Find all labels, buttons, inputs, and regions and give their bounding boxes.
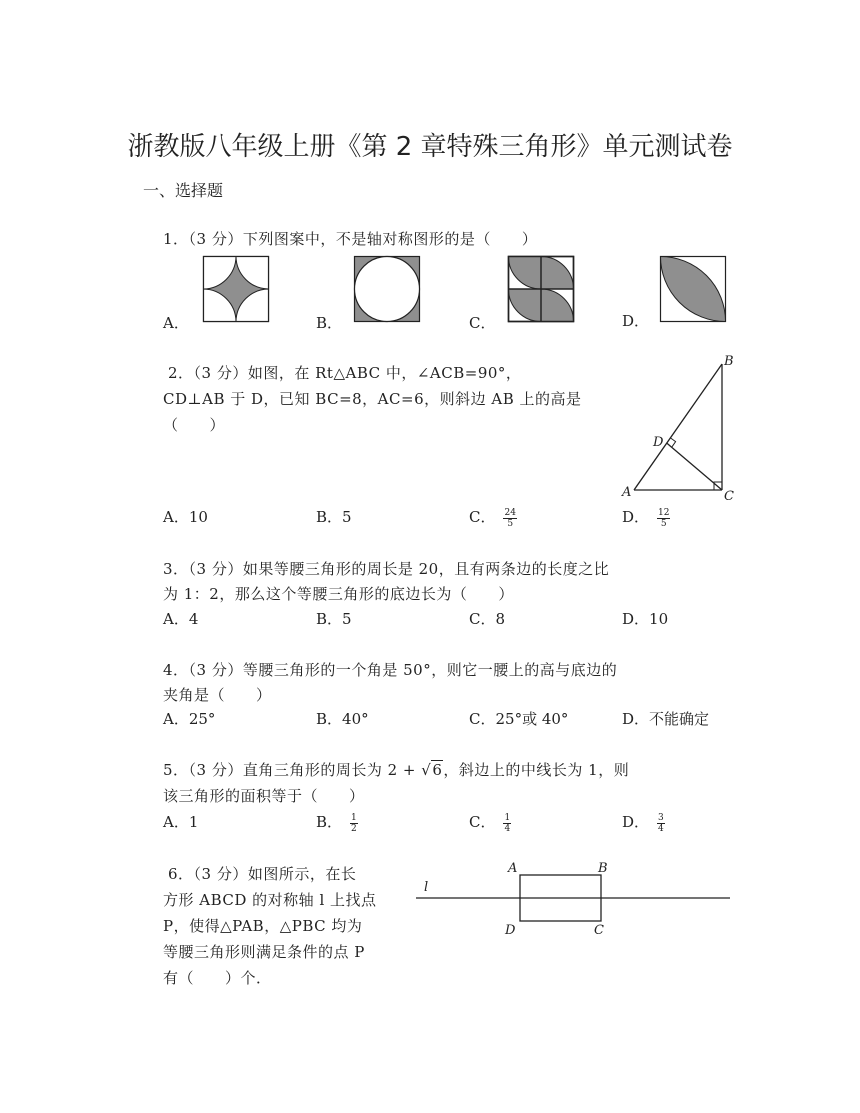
q2-stem-line3: （ ） [163,416,226,434]
q2-option-c-label: C． [469,508,496,526]
page-title: 浙教版八年级上册《第 2 章特殊三角形》单元测试卷 [127,132,733,162]
q2-option-d-label: D． [622,508,650,526]
q2-label-a: A [622,485,632,500]
q2-frac-c-num: 24 [504,507,516,518]
q6-rectangle-figure [410,858,740,938]
q2-option-d [622,506,670,529]
q2-triangle-figure [618,348,748,508]
q2-label-c: C [724,489,734,504]
q5-option-c-fraction [503,813,511,834]
q1-option-d-label: D． [622,312,650,330]
q5-option-a: A．1 [163,813,199,831]
q5-frac-b-den: 2 [351,823,357,834]
q2-label-d: D [653,435,664,450]
q6-label-d: D [505,923,516,938]
q5-option-c-label: C． [469,813,496,831]
q5-option-b [316,811,358,834]
q6-label-l: l [424,880,429,895]
q1-figure-b [354,256,420,322]
q3-option-c: C．8 [469,610,506,628]
q3-stem-line1: 3．（3 分）如果等腰三角形的周长是 20，且有两条边的长度之比 [163,560,610,578]
q1-figure-c [508,256,574,322]
q5-stem-pre: 5．（3 分）直角三角形的周长为 2 + √ [163,761,432,779]
q5-option-d [622,811,665,834]
q2-option-c-fraction [503,508,516,529]
q1-figure-d [660,256,726,322]
q1-option-a-label: A． [163,314,189,332]
q6-label-b: B [598,861,608,876]
section-heading: 一、选择题 [143,181,224,200]
q2-option-c [469,506,517,529]
q2-frac-c-den: 5 [507,518,514,529]
q5-stem-line1 [163,757,629,783]
q2-stem-line2: CD⊥AB 于 D，已知 BC=8，AC=6，则斜边 AB 上的高是 [163,390,582,408]
q1-option-c-label: C． [469,314,496,332]
q5-option-c [469,811,511,834]
q3-option-b: B．5 [316,610,352,628]
q1-figure-a [203,256,269,322]
q5-stem-post: ，斜边上的中线长为 1，则 [443,761,630,779]
q4-option-c: C．25°或 40° [469,710,569,728]
q6-stem-line4: 等腰三角形则满足条件的点 P [163,943,365,961]
q5-option-b-fraction [350,813,358,834]
q2-frac-d-den: 5 [660,518,667,529]
q2-option-a: A．10 [163,508,208,526]
q2-label-b: B [724,354,734,369]
q6-stem-line2: 方形 ABCD 的对称轴 l 上找点 [163,891,377,909]
q4-stem-line2: 夹角是（ ） [163,686,272,704]
q5-sqrt-radicand: 6 [432,761,443,779]
q2-frac-d-num: 12 [658,507,670,518]
q3-option-d: D．10 [622,610,669,628]
q5-frac-d-den: 4 [658,823,664,834]
q6-stem-line1: 6．（3 分）如图所示，在长 [168,865,357,883]
q5-frac-d-num: 3 [658,812,664,823]
q2-option-d-fraction [657,508,670,529]
q5-option-b-label: B． [316,813,343,831]
q6-label-a: A [508,861,518,876]
q5-frac-b-num: 1 [351,812,357,823]
q3-stem-line2: 为 1：2，那么这个等腰三角形的底边长为（ ） [163,585,514,603]
q5-frac-c-num: 1 [504,812,511,823]
q4-stem-line1: 4．（3 分）等腰三角形的一个角是 50°，则它一腰上的高与底边的 [163,661,618,679]
q6-stem-line3: P，使得△PAB，△PBC 均为 [163,917,363,935]
q5-option-d-fraction [657,813,665,834]
q4-option-b: B．40° [316,710,369,728]
q6-label-c: C [594,923,604,938]
q3-option-a: A．4 [163,610,199,628]
q5-frac-c-den: 4 [504,823,511,834]
q1-option-b-label: B． [316,314,343,332]
q2-stem-line1: 2．（3 分）如图，在 Rt△ABC 中，∠ACB=90°， [168,364,522,382]
q4-option-d: D．不能确定 [622,710,710,728]
q5-stem-line2: 该三角形的面积等于（ ） [163,787,365,805]
q6-stem-line5: 有（ ）个． [163,969,272,987]
q2-option-b: B．5 [316,508,352,526]
q5-option-d-label: D． [622,813,650,831]
q1-stem: 1．（3 分）下列图案中，不是轴对称图形的是（ ） [163,230,538,248]
q4-option-a: A．25° [163,710,216,728]
